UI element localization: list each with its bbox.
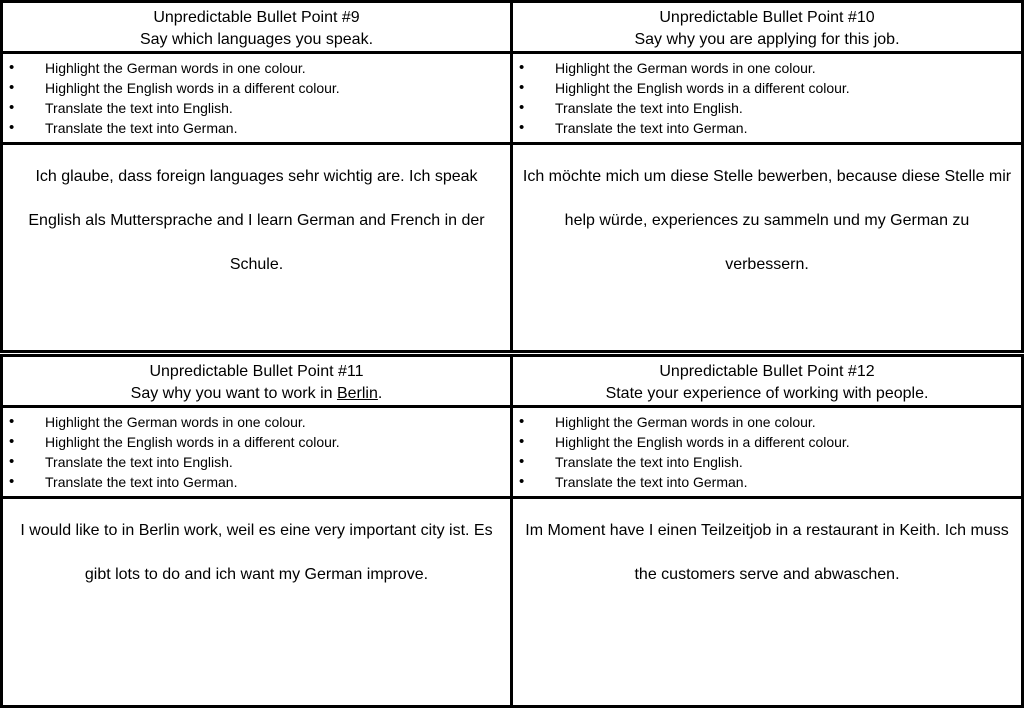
list-item: • Translate the text into English. bbox=[513, 98, 1021, 118]
list-item: • Translate the text into German. bbox=[513, 118, 1021, 138]
subtitle-text: Say why you want to work in bbox=[130, 385, 337, 402]
card-9 bbox=[0, 0, 513, 354]
list-item: • Translate the text into German. bbox=[513, 472, 1021, 492]
list-item: • Highlight the German words in one colour. bbox=[3, 412, 510, 432]
instruction-list bbox=[510, 54, 1024, 145]
list-item: • Translate the text into German. bbox=[3, 118, 510, 138]
card-text: Im Moment have I einen Teilzeitjob in a restaurant in Keith. Ich muss the customers serve and abwaschen. bbox=[510, 499, 1024, 708]
instruction-list bbox=[0, 54, 513, 145]
card-text: I would like to in Berlin work, weil es eine very important city ist. Es gibt lots to do and ich want my German improve. bbox=[0, 499, 513, 708]
card-subtitle: Say why you are applying for this job. bbox=[634, 31, 900, 48]
list-item: • Highlight the English words in a different colour. bbox=[513, 432, 1021, 452]
subtitle-period: . bbox=[377, 385, 383, 402]
list-item: • Highlight the English words in a different colour. bbox=[3, 432, 510, 452]
list-item: • Highlight the English words in a different colour. bbox=[3, 78, 510, 98]
list-item: • Highlight the German words in one colour. bbox=[3, 58, 510, 78]
instruction-list bbox=[510, 408, 1024, 499]
list-item: • Translate the text into German. bbox=[3, 472, 510, 492]
card-title: Unpredictable Bullet Point #11 bbox=[149, 363, 364, 380]
card-subtitle: Say which languages you speak. bbox=[139, 31, 374, 48]
card-text: Ich glaube, dass foreign languages sehr wichtig are. Ich speak English als Muttersprache and I learn German and French in der Schule. bbox=[0, 145, 513, 353]
card-11 bbox=[0, 354, 513, 709]
card-title: Unpredictable Bullet Point #12 bbox=[659, 363, 875, 380]
card-subtitle bbox=[3, 383, 510, 405]
card-title: Unpredictable Bullet Point #9 bbox=[153, 9, 360, 26]
card-header bbox=[510, 0, 1024, 54]
list-item: • Translate the text into English. bbox=[3, 98, 510, 118]
list-item: • Translate the text into English. bbox=[513, 452, 1021, 472]
berlin-link[interactable]: Berlin bbox=[336, 385, 378, 402]
card-header bbox=[510, 354, 1024, 408]
card-12 bbox=[510, 354, 1024, 709]
list-item: • Highlight the English words in a different colour. bbox=[513, 78, 1021, 98]
instruction-list bbox=[0, 408, 513, 499]
card-header bbox=[0, 354, 513, 408]
card-text: Ich möchte mich um diese Stelle bewerben, because diese Stelle mir help würde, experiences zu sammeln und my German zu verbessern. bbox=[510, 145, 1024, 353]
list-item: • Highlight the German words in one colour. bbox=[513, 58, 1021, 78]
list-item: • Translate the text into English. bbox=[3, 452, 510, 472]
card-subtitle: State your experience of working with people. bbox=[605, 385, 929, 402]
card-header bbox=[0, 0, 513, 54]
list-item: • Highlight the German words in one colour. bbox=[513, 412, 1021, 432]
card-title: Unpredictable Bullet Point #10 bbox=[659, 9, 875, 26]
card-10 bbox=[510, 0, 1024, 354]
